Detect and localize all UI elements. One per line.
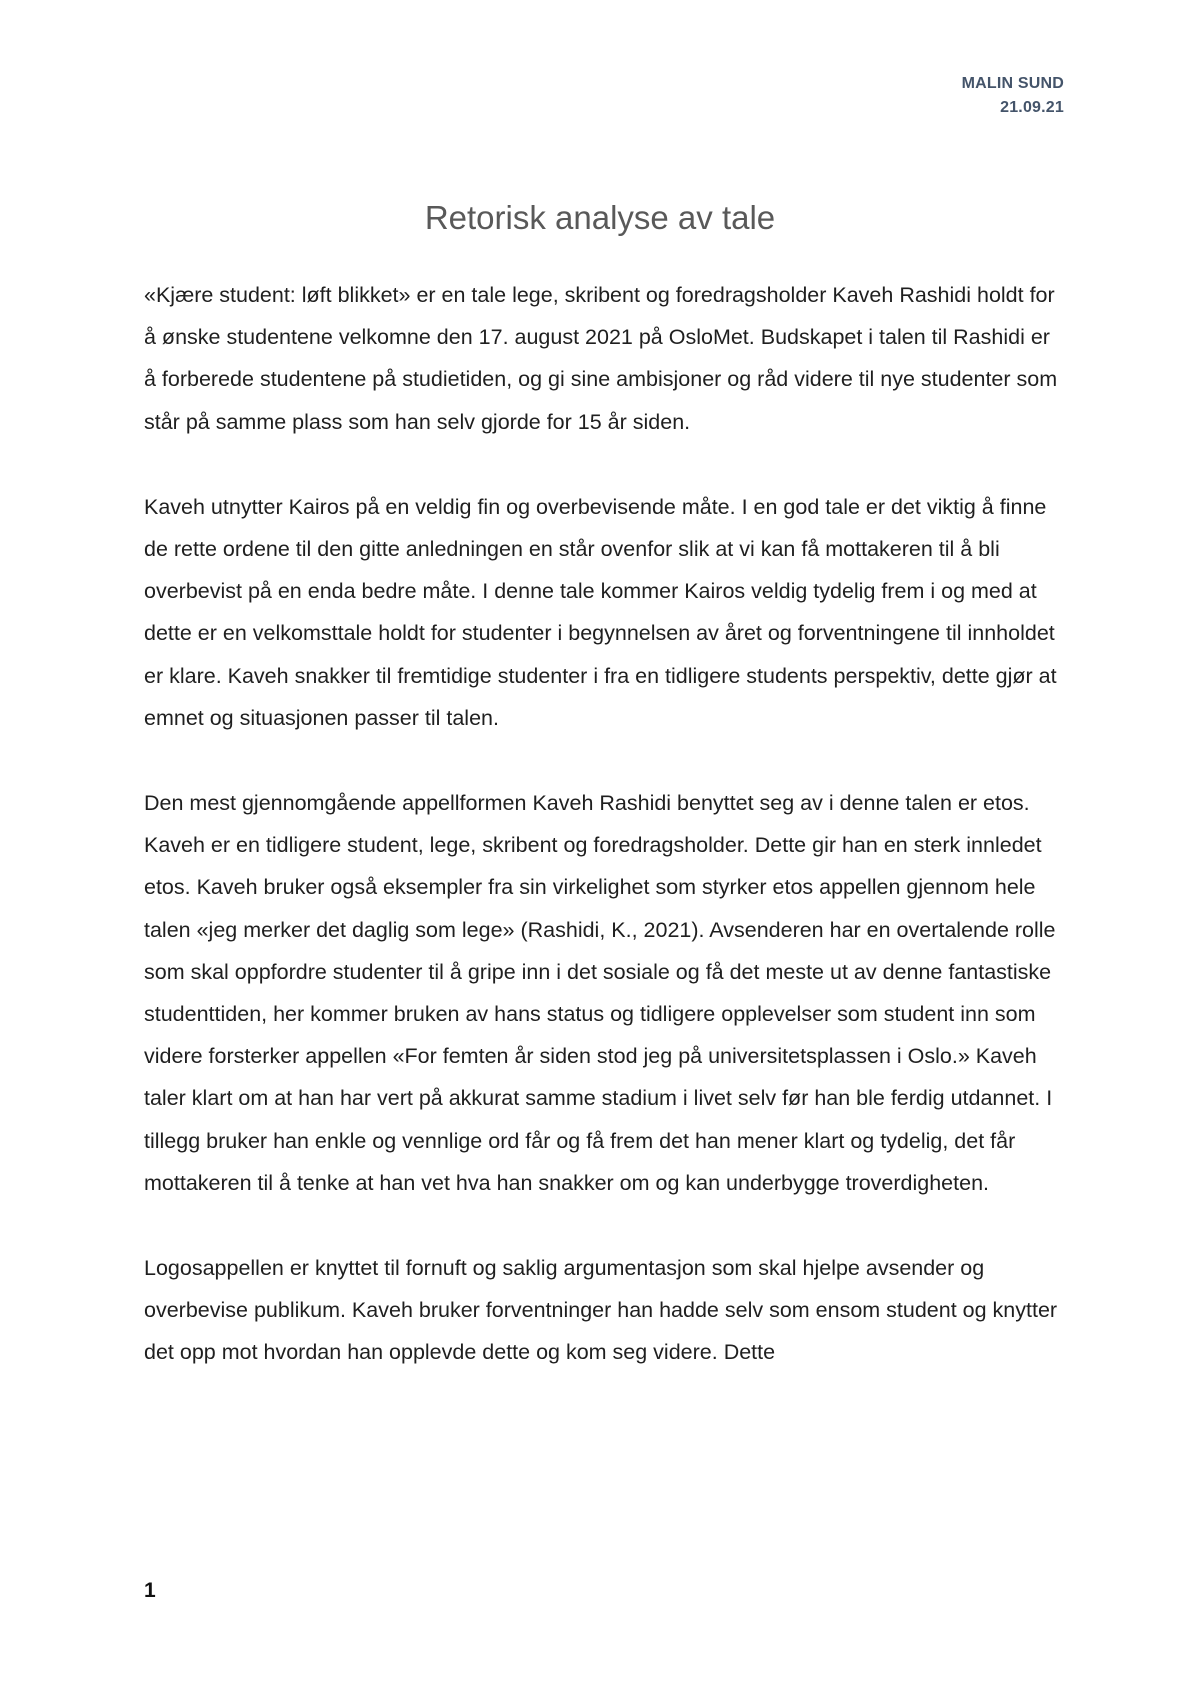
document-title: Retorisk analyse av tale — [424, 199, 776, 237]
document-date: 21.09.21 — [1000, 99, 1064, 116]
paragraph-intro: «Kjære student: løft blikket» er en tale lege, skribent og foredragsholder Kaveh Rashidi holdt for å ønske studentene velkomne den 17. august 2021 på OsloMet. Budskapet i talen til Rashidi er å forberede studentene på studietiden, og gi sine ambisjoner og råd videre til nye studenter som står på samme plass som han selv gjorde for 15 år siden. — [144, 283, 1058, 434]
paragraph-etos: Den mest gjennomgående appellformen Kaveh Rashidi benyttet seg av i denne talen er etos. Kaveh er en tidligere student, lege, skribent og foredragsholder. Dette gir han en sterk innledet etos. Kaveh bruker også eksempler fra sin virkelighet som styrker etos appellen gjennom hele talen «jeg merker det daglig som lege» (Rashidi, K., 2021). Avsenderen har en overtalende rolle som skal oppfordre studenter til å gripe inn i det sosiale og få det meste ut av denne fantastiske studenttiden, her kommer bruken av hans status og tidligere opplevelser som student inn som videre forsterker appellen «For femten år siden stod jeg på universitetsplassen i Oslo.» Kaveh taler klart om at han har vert på akkurat samme stadium i livet selv før han ble ferdig utdannet. I tillegg bruker han enkle og vennlige ord får og få frem det han mener klart og tydelig, det får mottakeren til å tenke at han vet hva han snakker om og kan underbygge troverdigheten. — [144, 791, 1056, 1195]
paragraph-kairos: Kaveh utnytter Kairos på en veldig fin og overbevisende måte. I en god tale er det viktig å finne de rette ordene til den gitte anledningen en står ovenfor slik at vi kan få mottakeren til å bli overbevist på en enda bedre måte. I denne tale kommer Kairos veldig tydelig frem i og med at dette er en velkomsttale holdt for studenter i begynnelsen av året og forventningene til innholdet er klare. Kaveh snakker til fremtidige studenter i fra en tidligere students perspektiv, dette gjør at emnet og situasjonen passer til talen. — [144, 494, 1057, 730]
paragraph-logos: Logosappellen er knyttet til fornuft og saklig argumentasjon som skal hjelpe avsender og overbevise publikum. Kaveh bruker forventninger han hadde selv som ensom student og knytter det opp mot hvordan han opplevde dette og kom seg videre. Dette — [144, 1256, 1058, 1365]
page-header — [962, 72, 1064, 120]
document-body — [144, 274, 1064, 1417]
author-name: MALIN SUND — [961, 75, 1064, 92]
page-number: 1 — [144, 1579, 156, 1602]
